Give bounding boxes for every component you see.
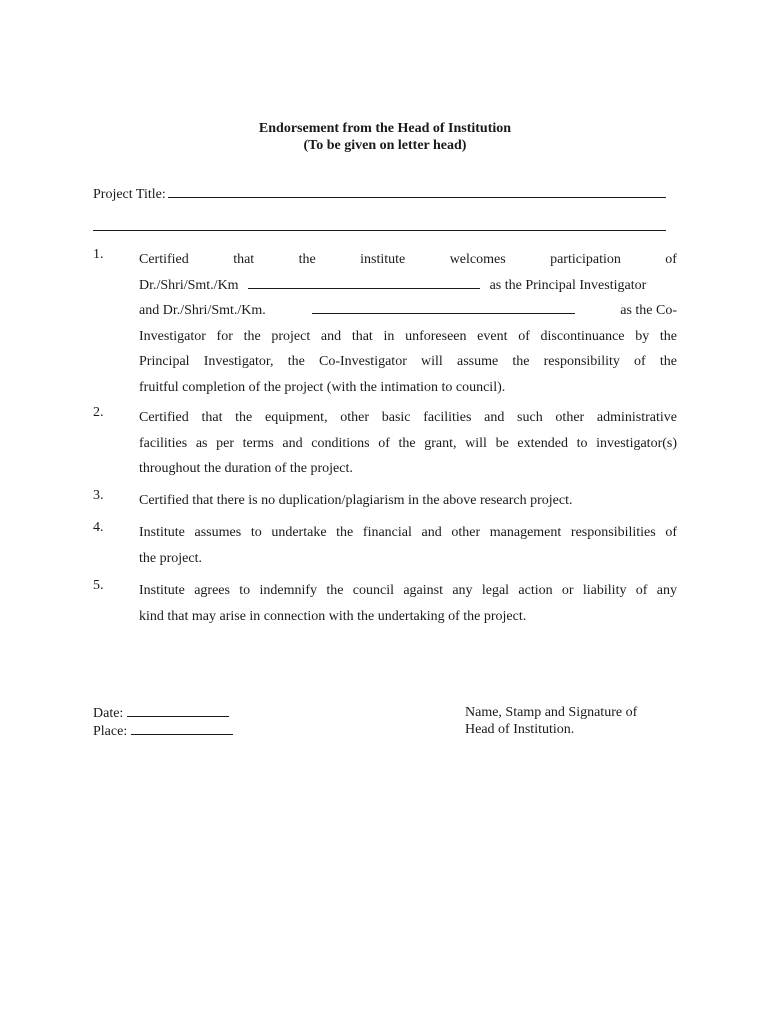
item-text: Certified that the institute welcomes participation of Dr./Shri/Smt./Km as the Principal Investigator and Dr./Shri/Smt./Km. as the Co- Investigator for the project and that in unforeseen event of discontinuance by the Principal Investigator, the Co-Investigator will assume the responsibility of the fruitful completion of the project (with the intimation to council).	[139, 247, 677, 400]
item-number: 5.	[93, 578, 104, 593]
place-blank[interactable]	[131, 722, 233, 735]
co-investigator-blank[interactable]	[312, 300, 575, 314]
principal-investigator-blank[interactable]	[248, 275, 480, 289]
date-row	[93, 704, 233, 722]
place-row	[93, 722, 233, 740]
item-text: Certified that the equipment, other basic facilities and such other administrative facilities as per terms and conditions of the grant, will be extended to investigator(s) throughout the duration of the project.	[139, 410, 677, 476]
date-label: Date:	[93, 706, 124, 721]
date-place-block	[93, 704, 233, 740]
project-title-label: Project Title:	[93, 187, 166, 202]
item-number: 4.	[93, 520, 104, 535]
item-text: Certified that there is no duplication/plagiarism in the above research project.	[139, 493, 573, 508]
place-label: Place:	[93, 724, 128, 739]
project-title-blank[interactable]	[168, 184, 666, 198]
item1-line1: Certified that the institute welcomes participation of	[139, 252, 677, 267]
date-blank[interactable]	[127, 704, 229, 717]
item-number: 3.	[93, 488, 104, 503]
item1-line2: Dr./Shri/Smt./Km as the Principal Investigator	[139, 273, 677, 299]
item-number: 2.	[93, 405, 104, 420]
item-number: 1.	[93, 247, 104, 262]
document-heading: Endorsement from the Head of Institution	[258, 121, 512, 136]
signature-block	[465, 704, 637, 738]
document-subheading: (To be given on letter head)	[303, 138, 467, 153]
item-text: Institute agrees to indemnify the council against any legal action or liability of any kind that may arise in connection with the undertaking of the project.	[139, 583, 677, 624]
project-title-row	[93, 184, 666, 204]
item-text: Institute assumes to undertake the financial and other management responsibilities of the project.	[139, 525, 677, 566]
signature-label-line1: Name, Stamp and Signature of	[465, 705, 638, 720]
signature-label-line2: Head of Institution.	[465, 722, 575, 737]
project-title-blank-line2[interactable]	[93, 230, 666, 231]
item1-line3: and Dr./Shri/Smt./Km. as the Co-	[139, 298, 677, 324]
